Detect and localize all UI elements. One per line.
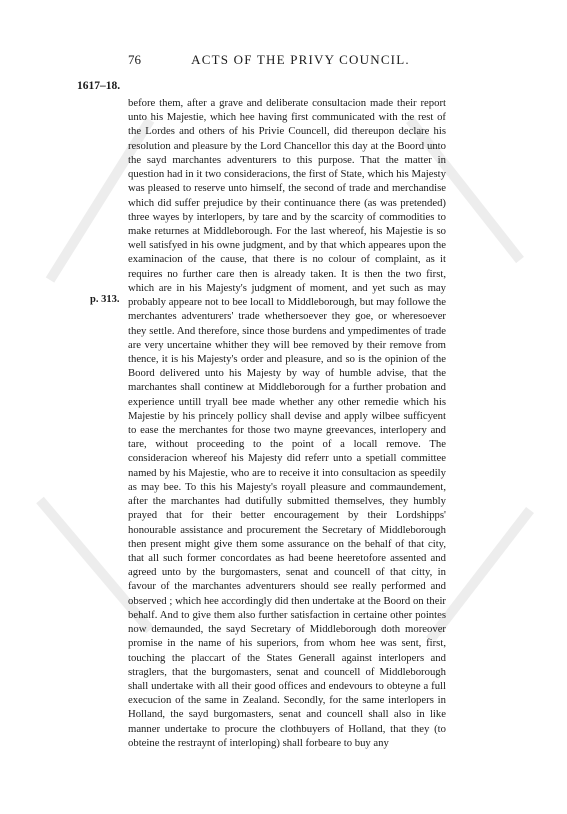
- running-title: ACTS OF THE PRIVY COUNCIL.: [191, 52, 410, 67]
- page-header: [0, 52, 567, 72]
- body-paragraph: before them, after a grave and deliberate consultacion made their report unto his Majestie, which hee having first communicated with the rest of the Lordes and others of his Privie Councell, did thereupon declare his resolution and pleasure by the Lord Chancellor this day at the Boord unto the sayd marchantes adventurers to this purpose. That the matter in question had in it two consideracions, the first of State, which his Majesty was pleased to reserve unto himself, the second of trade and merchandise which did suffer prejudice by their continuance there (as was pretended) three wayes by interlopers, by tare and by the scarcity of commodities to make returnes at Middleborough. For the last whereof, his Majestie is so well satisfyed in his owne judgment, and by that which appeares upon the examinacion of the cause, that there is no colour of complaint, as it requires no further care then is already taken. It is then the two first, which are in his Majesty's judgment of moment, and yet such as may probably appeare not to bee locall to Middleborough, but may followe the merchantes adventurers' trade whethersoever they goe, or wheresoever they settle. And therefore, since those burdens and ympedimentes of trade are very uncertaine whither they will bee removed by their remove from thence, it is his Majesty's order and pleasure, and so is the opinion of the Boord delivered unto his Majesty by way of humble advise, that the marchantes shall continew at Middleborough for a further probation and experience untill tryall bee made whether any other remedie which his Majestie by his princely pollicy shall devise and apply wilbee sufficyent to ease the merchantes for those two mayne greevances, interlopery and tare, without proceeding to the point of a locall remove. The consideracion whereof his Majesty did referr unto a spetiall committee named by his Majestie, who are to receive it into consultacion as speedily as may bee. To this his Majesty's royall pleasure and commaundement, after the marchantes had dutifully submitted themselves, they humbly prayed that for their better encouragement by their Lordshipps' honourable assistance and procurement the Secretary of Middleborough then present might give them some assurance on the behalf of that city, that all such former concordates as had beene heeretofore assented and agreed unto by the burgomasters, senat and councell of that citty, in favour of the marchantes adventurers should see really performed and observed ; which hee accordingly did then undertake at the Boord on their behalf. And to give them also further satisfaction in certaine other pointes now demaunded, the sayd Secretary of Middleborough doth moreover promise in the name of his superiors, from whom hee was sent, first, touching the placcart of the States Generall against interlopers and straglers, that the burgomasters, senat and councell of Middleborough shall undertake with all their good offices and endevours to obteyne a full execucion of the same in Zealand. Secondly, for the same interlopers in Holland, the sayd burgomasters, senat and councell shall also in like manner undertake to procure the clothbuyers of Holland, that they (to obteine the restraynt of interloping) shall forbeare to buy any: [128, 97, 446, 749]
- margin-date: 1617–18.: [77, 80, 121, 92]
- body-text: [128, 96, 446, 750]
- page-number: 76: [128, 52, 141, 67]
- margin-page-reference: p. 313.: [90, 294, 120, 305]
